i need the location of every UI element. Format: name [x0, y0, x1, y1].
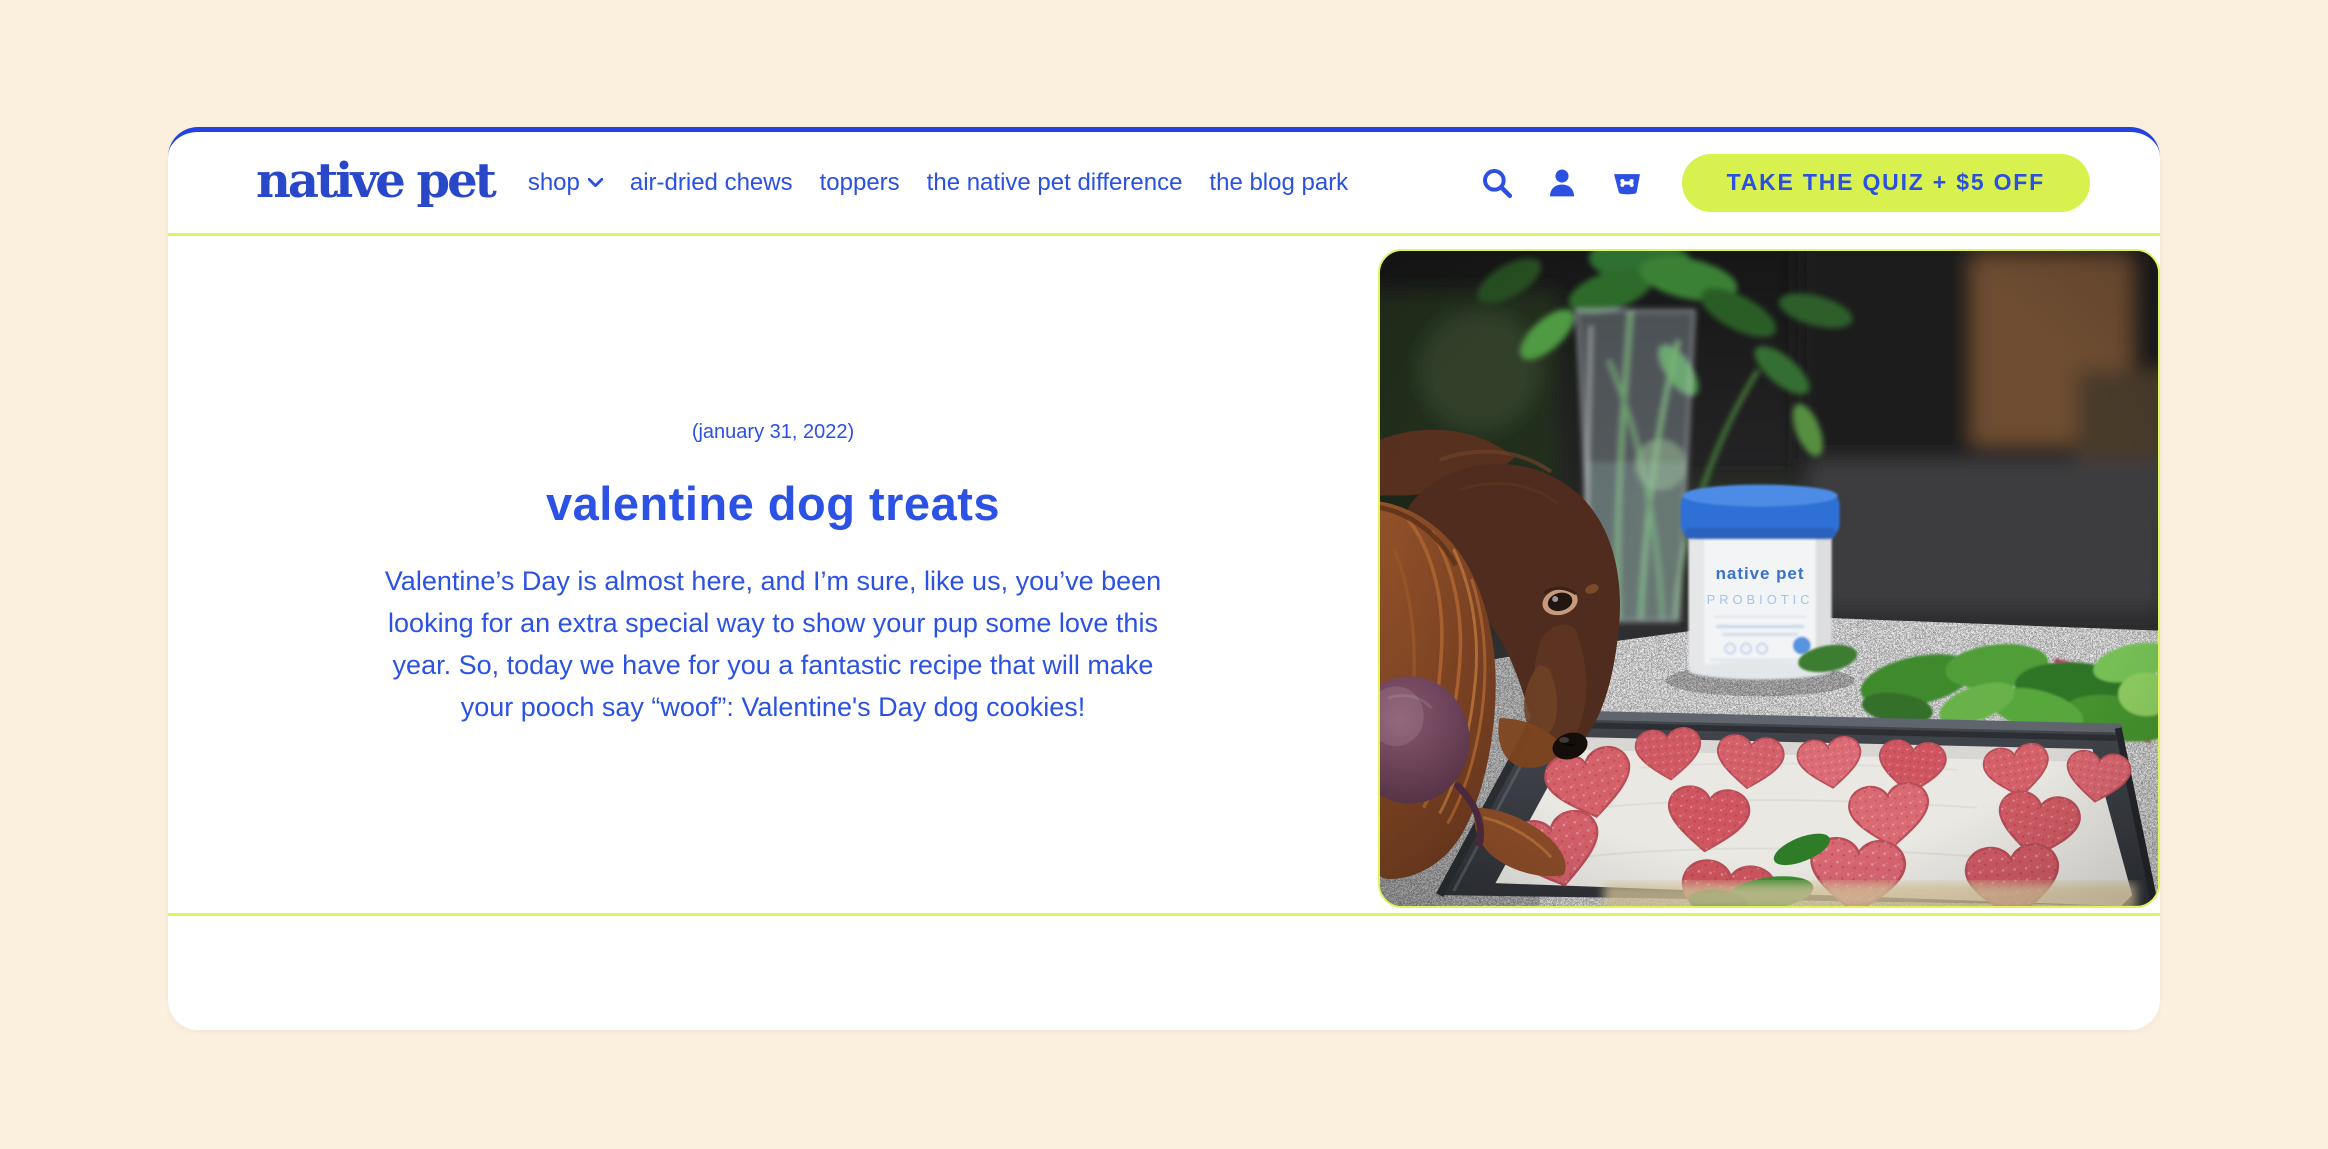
chevron-down-icon	[588, 178, 603, 188]
article-intro	[168, 236, 1378, 913]
header-actions	[1479, 154, 2090, 212]
nav-shop-label: shop	[527, 168, 580, 196]
hero-photo-illustration	[1380, 251, 2158, 906]
nav-item-toppers[interactable]: toppers	[819, 168, 900, 196]
take-quiz-button[interactable]: TAKE THE QUIZ + $5 OFF	[1682, 154, 2090, 212]
page-title: valentine dog treats	[546, 476, 1000, 530]
search-icon	[1481, 167, 1513, 199]
dog-bowl-icon	[1610, 168, 1644, 198]
account-button[interactable]	[1544, 165, 1580, 201]
site-header	[168, 132, 2160, 236]
nav-item-native-pet-difference[interactable]: the native pet difference	[926, 168, 1183, 196]
card-footer-spacer	[168, 916, 2160, 1025]
main-card	[168, 127, 2160, 1030]
search-button[interactable]	[1479, 165, 1515, 201]
nav-item-blog-park[interactable]: the blog park	[1209, 168, 1349, 196]
main-nav	[528, 169, 1348, 197]
account-icon	[1546, 167, 1578, 199]
logo[interactable]: native pet	[256, 152, 494, 209]
nav-item-shop[interactable]	[528, 169, 603, 197]
nav-item-air-dried-chews[interactable]: air-dried chews	[629, 168, 793, 196]
dog-bowl-button[interactable]	[1609, 165, 1645, 201]
hero-image	[1378, 249, 2160, 908]
article-date: (january 31, 2022)	[691, 420, 855, 443]
hero-section	[168, 236, 2160, 916]
article-body: Valentine’s Day is almost here, and I’m sure, like us, you’ve been looking for an extra special way to show your pup some love this year. So, today we have for you a fantastic recipe that will make your pooch say “woof”: Valentine's Day dog cookies!	[384, 565, 1162, 722]
